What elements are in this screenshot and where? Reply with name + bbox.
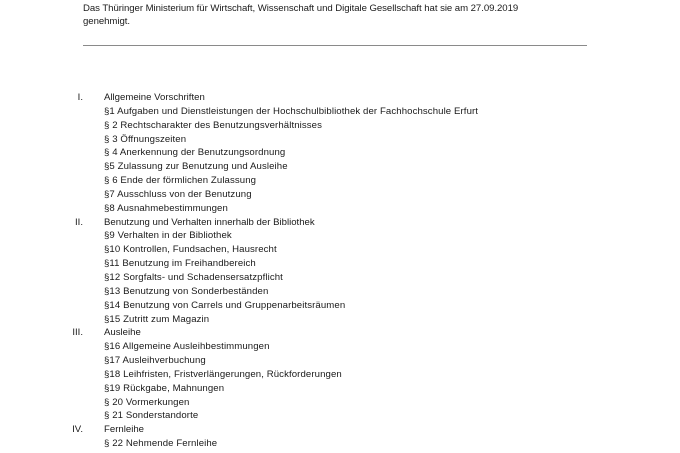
toc-entry: § 2 Rechtscharakter des Benutzungsverhältnisses [104, 119, 323, 131]
approval-note-line-1: Das Thüringer Ministerium für Wirtschaft, Wissenschaft und Digitale Gesellschaft hat sie am 27.09.2019 [83, 3, 519, 14]
toc-entry: §15 Zutritt zum Magazin [104, 313, 210, 325]
toc-entry: §7 Ausschluss von der Benutzung [104, 188, 252, 200]
toc-entry: §9 Verhalten in der Bibliothek [104, 230, 232, 242]
toc-entry: §11 Benutzung im Freihandbereich [104, 258, 256, 270]
toc-entry: § 21 Sonderstandorte [104, 410, 199, 422]
toc-entry: § 4 Anerkennung der Benutzungsordnung [104, 147, 286, 159]
section-title: Allgemeine Vorschriften [104, 92, 205, 103]
section-title: Benutzung und Verhalten innerhalb der Bibliothek [104, 216, 315, 228]
section-title: Fernleihe [104, 424, 144, 436]
toc-entry: §18 Leihfristen, Fristverlängerungen, Rückforderungen [104, 368, 342, 380]
section-numeral: I. [77, 92, 83, 103]
toc-section [0, 423, 680, 451]
toc-entry: §13 Benutzung von Sonderbeständen [104, 285, 269, 297]
toc-entry: §14 Benutzung von Carrels und Gruppenarbeitsräumen [104, 299, 346, 311]
toc-entry: §12 Sorgfalts- und Schadensersatzpflicht [104, 271, 283, 283]
toc-section [0, 326, 680, 423]
toc-section [0, 216, 680, 327]
horizontal-divider [83, 45, 587, 46]
toc-entry: §5 Zulassung zur Benutzung und Ausleihe [104, 161, 288, 173]
toc-section-heading [0, 326, 680, 340]
toc-section [0, 91, 680, 216]
section-numeral: II. [75, 216, 83, 228]
toc-section-heading [0, 423, 680, 437]
toc-entry: §16 Allgemeine Ausleihbestimmungen [104, 341, 270, 353]
toc-entry: §19 Rückgabe, Mahnungen [104, 382, 225, 394]
section-numeral: III. [72, 327, 83, 339]
approval-note-line-2: genehmigt. [83, 15, 130, 27]
toc-entry: § 22 Nehmende Fernleihe [104, 438, 218, 450]
toc-entry: §1 Aufgaben und Dienstleistungen der Hochschulbibliothek der Fachhochschule Erfurt [104, 105, 479, 117]
toc-entry: §8 Ausnahmebestimmungen [104, 202, 228, 214]
section-title: Ausleihe [104, 327, 141, 339]
toc-entry: § 6 Ende der förmlichen Zulassung [104, 175, 257, 187]
toc-entry: §10 Kontrollen, Fundsachen, Hausrecht [104, 244, 277, 256]
toc-entry: § 3 Öffnungszeiten [104, 133, 187, 145]
toc-entry: §17 Ausleihverbuchung [104, 355, 206, 367]
toc-entry: § 20 Vormerkungen [104, 396, 190, 408]
table-of-contents [0, 91, 680, 451]
toc-section-heading [0, 91, 680, 105]
approval-note [83, 3, 603, 28]
toc-section-heading [0, 216, 680, 230]
section-numeral: IV. [72, 424, 83, 436]
